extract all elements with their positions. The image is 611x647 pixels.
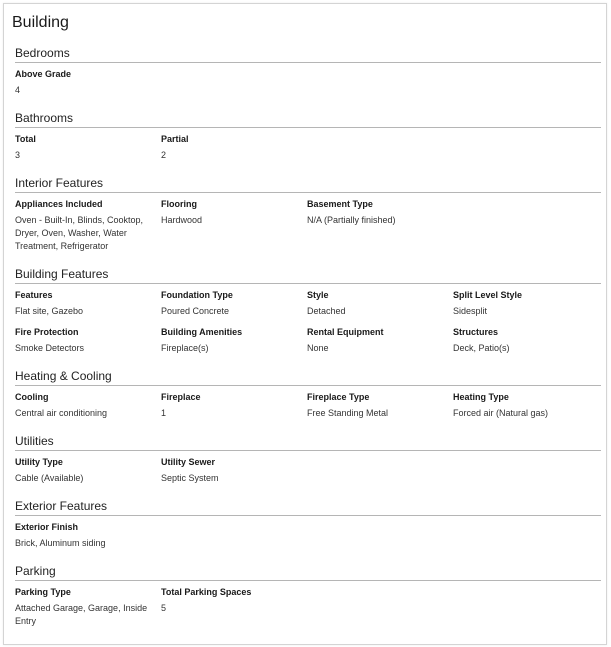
field-label: Total Parking Spaces <box>161 587 252 597</box>
field-partial <box>161 134 301 162</box>
field-value: Brick, Aluminum siding <box>15 538 106 548</box>
field-label: Utility Type <box>15 457 63 467</box>
field-heating-type <box>453 392 593 420</box>
field-row <box>15 290 601 327</box>
section-title: Parking <box>15 564 601 581</box>
field-value: Forced air (Natural gas) <box>453 408 549 418</box>
field-value: N/A (Partially finished) <box>307 215 396 225</box>
field-label: Structures <box>453 327 499 337</box>
field-value: 5 <box>161 603 167 613</box>
field-label: Style <box>307 290 329 300</box>
field-exterior-finish <box>15 522 155 550</box>
field-label: Exterior Finish <box>15 522 79 532</box>
field-total <box>15 134 155 162</box>
field-value: Septic System <box>161 473 219 483</box>
field-label: Features <box>15 290 53 300</box>
field-value: 2 <box>161 150 167 160</box>
field-utility-sewer <box>161 457 301 485</box>
field-cooling <box>15 392 155 420</box>
building-card <box>3 3 607 645</box>
field-structures <box>453 327 593 355</box>
field-row <box>15 69 601 106</box>
field-value: Cable (Available) <box>15 473 84 483</box>
field-label: Total <box>15 134 36 144</box>
field-total-parking-spaces <box>161 587 301 615</box>
field-value: None <box>307 343 329 353</box>
field-value: Hardwood <box>161 215 203 225</box>
section-heating-cooling <box>15 369 601 429</box>
field-row <box>15 134 601 171</box>
field-label: Utility Sewer <box>161 457 216 467</box>
section-building-features <box>15 267 601 364</box>
section-title: Utilities <box>15 434 601 451</box>
field-value: Deck, Patio(s) <box>453 343 510 353</box>
field-label: Parking Type <box>15 587 71 597</box>
field-fireplace <box>161 392 301 420</box>
section-title: Interior Features <box>15 176 601 193</box>
field-value: Detached <box>307 306 346 316</box>
field-basement-type <box>307 199 447 227</box>
field-label: Rental Equipment <box>307 327 384 337</box>
section-title: Exterior Features <box>15 499 601 516</box>
field-fireplace-type <box>307 392 447 420</box>
field-above-grade <box>15 69 155 97</box>
field-features <box>15 290 155 318</box>
field-rental-equipment <box>307 327 447 355</box>
field-row <box>15 392 601 429</box>
card-title: Building <box>12 14 69 31</box>
field-label: Building Amenities <box>161 327 243 337</box>
field-row <box>15 587 601 637</box>
field-appliances-included <box>15 199 155 253</box>
field-row <box>15 522 601 559</box>
field-row <box>15 457 601 494</box>
field-value: Central air conditioning <box>15 408 108 418</box>
field-building-amenities <box>161 327 301 355</box>
field-value: Flat site, Gazebo <box>15 306 84 316</box>
field-value: Attached Garage, Garage, Inside Entry <box>15 603 148 626</box>
section-utilities <box>15 434 601 494</box>
field-label: Partial <box>161 134 189 144</box>
field-label: Appliances Included <box>15 199 103 209</box>
field-style <box>307 290 447 318</box>
field-label: Foundation Type <box>161 290 233 300</box>
field-label: Fire Protection <box>15 327 79 337</box>
field-value: 1 <box>161 408 167 418</box>
field-value: Fireplace(s) <box>161 343 209 353</box>
section-bathrooms <box>15 111 601 171</box>
section-title: Bathrooms <box>15 111 601 128</box>
field-label: Cooling <box>15 392 49 402</box>
field-value: 3 <box>15 150 21 160</box>
field-flooring <box>161 199 301 227</box>
field-label: Fireplace Type <box>307 392 370 402</box>
field-row <box>15 327 601 364</box>
field-label: Flooring <box>161 199 197 209</box>
section-parking <box>15 564 601 637</box>
field-split-level-style <box>453 290 593 318</box>
field-value: Smoke Detectors <box>15 343 85 353</box>
section-interior-features <box>15 176 601 263</box>
field-parking-type <box>15 587 155 628</box>
field-foundation-type <box>161 290 301 318</box>
field-value: Sidesplit <box>453 306 488 316</box>
field-value: Oven - Built-In, Blinds, Cooktop, Dryer, Oven, Washer, Water Treatment, Refrigerator <box>15 215 144 251</box>
field-value: 4 <box>15 85 21 95</box>
section-exterior-features <box>15 499 601 559</box>
section-title: Building Features <box>15 267 601 284</box>
field-label: Fireplace <box>161 392 201 402</box>
field-label: Split Level Style <box>453 290 523 300</box>
field-label: Above Grade <box>15 69 72 79</box>
field-label: Basement Type <box>307 199 373 209</box>
field-value: Poured Concrete <box>161 306 230 316</box>
field-utility-type <box>15 457 155 485</box>
section-title: Bedrooms <box>15 46 601 63</box>
field-label: Heating Type <box>453 392 509 402</box>
field-fire-protection <box>15 327 155 355</box>
section-bedrooms <box>15 46 601 106</box>
section-title: Heating & Cooling <box>15 369 601 386</box>
field-row <box>15 199 601 263</box>
field-value: Free Standing Metal <box>307 408 389 418</box>
